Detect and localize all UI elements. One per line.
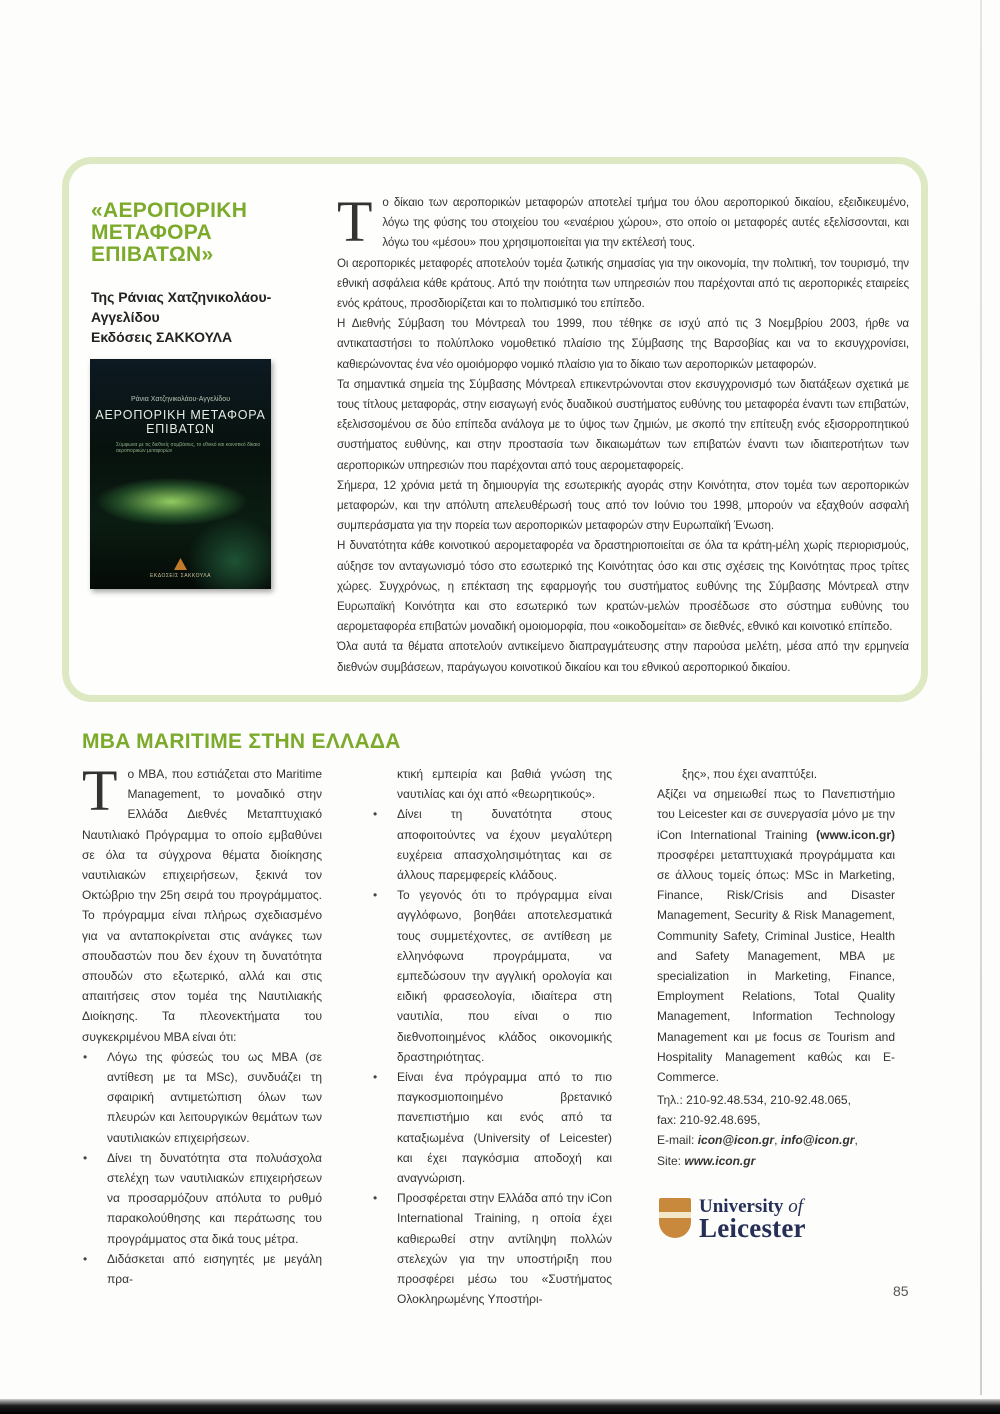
mba-intro: ο MBA, που εστιάζεται στο Maritime Management, το μοναδικό στην Ελλάδα Διεθνές Μεταπτυχιακό Ναυτιλιακό Πρόγραμμα το οποίο εμβαθύνει σε όλα τα σύγχρονα θέματα διοίκησης ναυτιλιακών επιχειρήσεων, ξεκινά τον Οκτώβριο την 25η σειρά του προγράμματος. Το πρόγραμμα είναι πλήρως σχεδιασμένο για να ανταποκρίνεται στις ανάγκες των σπουδαστών που δεν έχουν τη δυνατότητα σπουδών στο εξωτερικό, αλλά και στις απαιτήσεις στον τομέα της Ναυτιλιακής Διοίκησης. Τα πλεονεκτήματα του συγκεκριμένου MBA είναι ότι: (82, 767, 322, 1044)
mba-column-3 (657, 764, 895, 1087)
shield-icon (659, 1198, 691, 1238)
book-cover-publisher: ΕΚΔΟΣΕΙΣ ΣΑΚΚΟΥΛΑ (150, 573, 211, 579)
mba-heading: MBA MARITIME ΣΤΗΝ ΕΛΛΑΔΑ (82, 730, 401, 753)
list-item: • Διδάσκεται από εισηγητές με μεγάλη πρα- (82, 1249, 322, 1289)
mba-bullet-list (372, 804, 612, 1309)
contact-email-line (657, 1130, 897, 1150)
contact-email-link[interactable]: icon@icon.gr (697, 1133, 775, 1148)
contact-site-line (657, 1151, 897, 1171)
review-paragraph: Όλα αυτά τα θέματα αποτελούν αντικείμενο διαπραγμάτευσης στην παρούσα μελέτη, μέσα από την ερμηνεία διεθνών συμβάσεων, παράγωγου κοινοτικού δικαίου και του εθνικού αεροπορικού δικαίου. (337, 640, 909, 674)
mba-continuation: κτική εμπειρία και βαθιά γνώση της ναυτιλίας και όχι από «θεωρητικούς». (397, 767, 612, 802)
list-item: • Το γεγονός ότι το πρόγραμμα είναι αγγλόφωνο, βοηθάει αποτελεσματικά τους συμμετέχοντες, σε αντίθεση με ελληνόφωνα προγράμματα, να εμπεδώσουν την αγγλική ορολογία και ειδική φρασεολογία, ιδιαίτερα στη ναυτιλία, που είναι ο πιο διεθνοποιημένος κλάδος οικονομικής δραστηριότητας. (372, 885, 612, 1067)
list-item: • Δίνει τη δυνατότητα στα πολυάσχολα στελέχη των ναυτιλιακών επιχειρήσεων να προσαρμόζουν απόλυτα το ρυθμό παρακολούθησης και περάτωσης του προγράμματος στα δικά τους μέτρα. (82, 1148, 322, 1249)
review-body (337, 189, 909, 678)
contact-site-link[interactable]: www.icon.gr (684, 1153, 756, 1168)
mba-website-link[interactable]: (www.icon.gr) (816, 827, 895, 842)
contact-fax: fax: 210-92.48.695, (657, 1113, 761, 1128)
contact-phone: Τηλ.: 210-92.48.534, 210-92.48.065, (657, 1093, 851, 1107)
page-edge (980, 0, 982, 1395)
contact-block (657, 1090, 897, 1171)
review-publisher: Εκδόσεις ΣΑΚΚΟΥΛΑ (91, 329, 233, 345)
book-cover-author: Ράνια Χατζηνικολάου-Αγγελίδου (130, 396, 231, 403)
mba-bullet-list (82, 1047, 322, 1289)
review-paragraph: Η δυνατότητα κάθε κοινοτικού αερομεταφορέα να δραστηριοποιείται σε όλα τα κράτη-μέλη χωρίς περιορισμούς, αύξησε τον ανταγωνισμό τόσο στο εσωτερικό της Κοινότητας όσο και στις σχέσεις της Κοινότητας προς τρίτες χώρες. Συγχρόνως, η επέκταση της εφαρμογής του συστήματος ευθύνης της Σύμβασης Μόντρεαλ στην Ευρωπαϊκή Κοινότητα και στο εσωτερικό των κρατών-μελών προσέδωσε στο σύστημα ευθύνης του αερομεταφορέα επιβατών μοναδική ομοιομορφία, που «οικοδομείται» σε διεθνές, εθνικό και κοινοτικό επίπεδο. (337, 539, 909, 634)
review-paragraph: Οι αεροπορικές μεταφορές αποτελούν τομέα ζωτικής σημασίας για την οικονομία, την πολιτική, τον τουρισμό, την εθνική ασφάλεια κάθε κράτους. Από την ποιότητα των υπηρεσιών που παρέχονται από τις αεροπορικές εταιρείες ενός κράτους, προσδιορίζεται και το πολιτισμικό του επίπεδο. (337, 256, 909, 311)
contact-site-label: Site: (657, 1153, 682, 1168)
contact-email-link[interactable]: info@icon.gr (780, 1133, 855, 1148)
mba-paragraph-start: Αξίζει να σημειωθεί πως το Πανεπιστήμιο του Leicester και σε συνεργασία μόνο με την iCon International Training (657, 787, 895, 842)
book-review-box (62, 157, 928, 702)
mba-paragraph-end: προσφέρει μεταπτυχιακά προγράμματα και σε άλλους τομείς όπως: MSc in Marketing, Finance, Risk/Crisis and Disaster Management, Security & Risk Management, Community Safety, Criminal Justice, Health and Safety Management, MBA με specialization in Marketing, Finance, Employment Relations, Total Quality Management, Information Technology Management και με focus σε Tourism and Hospitality Management καθώς και E-Commerce. (657, 847, 895, 1085)
page-number: 85 (893, 1283, 909, 1299)
review-paragraph: Σήμερα, 12 χρόνια μετά τη δημιουργία της εσωτερικής αγοράς στην Κοινότητα, στον τομέα των αεροπορικών μεταφορών, και την απόλυτη απελευθέρωσή τους από τον Ιούνιο του 1998, μπορούν να εξαχθούν ασφαλή συμπεράσματα για την πορεία των αεροπορικών μεταφορών στην Ευρωπαϊκή Ένωση. (337, 478, 909, 533)
review-paragraph: ο δίκαιο των αεροπορικών μεταφορών αποτελεί τμήμα του όλου αεροπορικού δικαίου, εξειδικευμένο, λόγω της φύσης του στοιχείου του «εναέριου χώρου», στο οποίο οι μεταφορές αυτές εξελίσσονται, και λόγω του «μέσου» που χρησιμοποιείται για την εκτέλεσή τους. (382, 196, 909, 250)
book-cover-image (90, 359, 271, 589)
mba-column-2 (372, 764, 612, 1309)
review-author: Της Ράνιας Χατζηνικολάου-Αγγελίδου (91, 289, 272, 325)
book-cover-title: ΑΕΡΟΠΟΡΙΚΗ ΜΕΤΑΦΟΡΑ ΕΠΙΒΑΤΩΝ (95, 408, 266, 436)
review-paragraph: Η Διεθνής Σύμβαση του Μόντρεαλ του 1999, που τέθηκε σε ισχύ από τις 3 Νοεμβρίου 2003, ήρθε να αντικαταστήσει το πολύπλοκο νομοθετικό πλαίσιο της Σύμβασης της Βαρσοβίας και να το εκσυγχρονίσει, καθιερώνοντας ένα νέο ομοιόμορφο νομικό πλαίσιο για το δίκαιο των αεροπορικών μεταφορών. (337, 317, 909, 371)
review-sidebar (91, 200, 316, 347)
contact-email-separator: , (774, 1133, 778, 1148)
contact-email-end: , (854, 1133, 858, 1148)
list-item: • Είναι ένα πρόγραμμα από το πιο παγκοσμιοποιημένο βρετανικό πανεπιστήμιο και ενός από τα καταξιωμένα (University of Leicester) και έχει παγκόσμια αποδοχή και αναγνώριση. (372, 1067, 612, 1188)
bottom-scan-edge (0, 1399, 1000, 1414)
logo-text-line2: Leicester (699, 1213, 806, 1243)
mba-dropcap: Τ (82, 758, 118, 823)
mba-column-1 (82, 758, 322, 1289)
list-item: • Λόγω της φύσεώς του ως MBA (σε αντίθεση με τα MSc), συνδυάζει τη σφαιρική αντιμετώπιση όλων των πλευρών και λειτουργικών θεμάτων των ναυτιλιακών επιχειρήσεων. (82, 1047, 322, 1148)
contact-email-label: E-mail: (657, 1133, 695, 1148)
mba-paragraph (657, 784, 895, 1087)
publisher-logo-icon (174, 558, 187, 570)
review-title: «ΑΕΡΟΠΟΡΙΚΗ ΜΕΤΑΦΟΡΑ ΕΠΙΒΑΤΩΝ» (91, 199, 248, 266)
logo-text-line1: University of (699, 1196, 803, 1217)
review-paragraph: Τα σημαντικά σημεία της Σύμβασης Μόντρεαλ επικεντρώνονται στον εκσυγχρονισμό των διατάξεων σχετικά με τους τίτλους μεταφοράς, στην εισαγωγή ενός δυαδικού συστήματος ευθύνης του μεταφορέα έναντι των επιβατών, εξελισσομένου σε δύο επίπεδα ανάλογα με το ύψος των ζημιών, με σκοπό την επίτευξη ενός εξισορροπητικού συστήματος ευθύνης, και στην προστασία των δικαιωμάτων των επιβατών έναντι των ιδιαιτεροτήτων των αεροπορικών υπηρεσιών που παρέχονται από τους αερομεταφορείς. (337, 377, 909, 472)
list-item: • Προσφέρεται στην Ελλάδα από την iCon International Training, η οποία έχει καθιερωθεί στην αντίληψη πολλών στελεχών για την υποστήριξη που προσφέρει μέσω του «Συστήματος Ολοκληρωμένης Υποστήρι- (372, 1188, 612, 1309)
university-of-leicester-logo (657, 1195, 847, 1241)
book-cover-subtitle: Σύμφωνα με τις διεθνείς συμβάσεις, το εθνικό και κοινοτικό δίκαιο αεροπορικών μεταφορών (116, 442, 261, 454)
review-dropcap: Τ (337, 189, 373, 254)
list-item: • Δίνει τη δυνατότητα στους αποφοιτούντες να έχουν μεγαλύτερη ευχέρεια απασχολησιμότητας και σε άλλους παρεμφερείς κλάδους. (372, 804, 612, 885)
mba-continuation: ξης», που έχει αναπτύξει. (682, 767, 818, 781)
